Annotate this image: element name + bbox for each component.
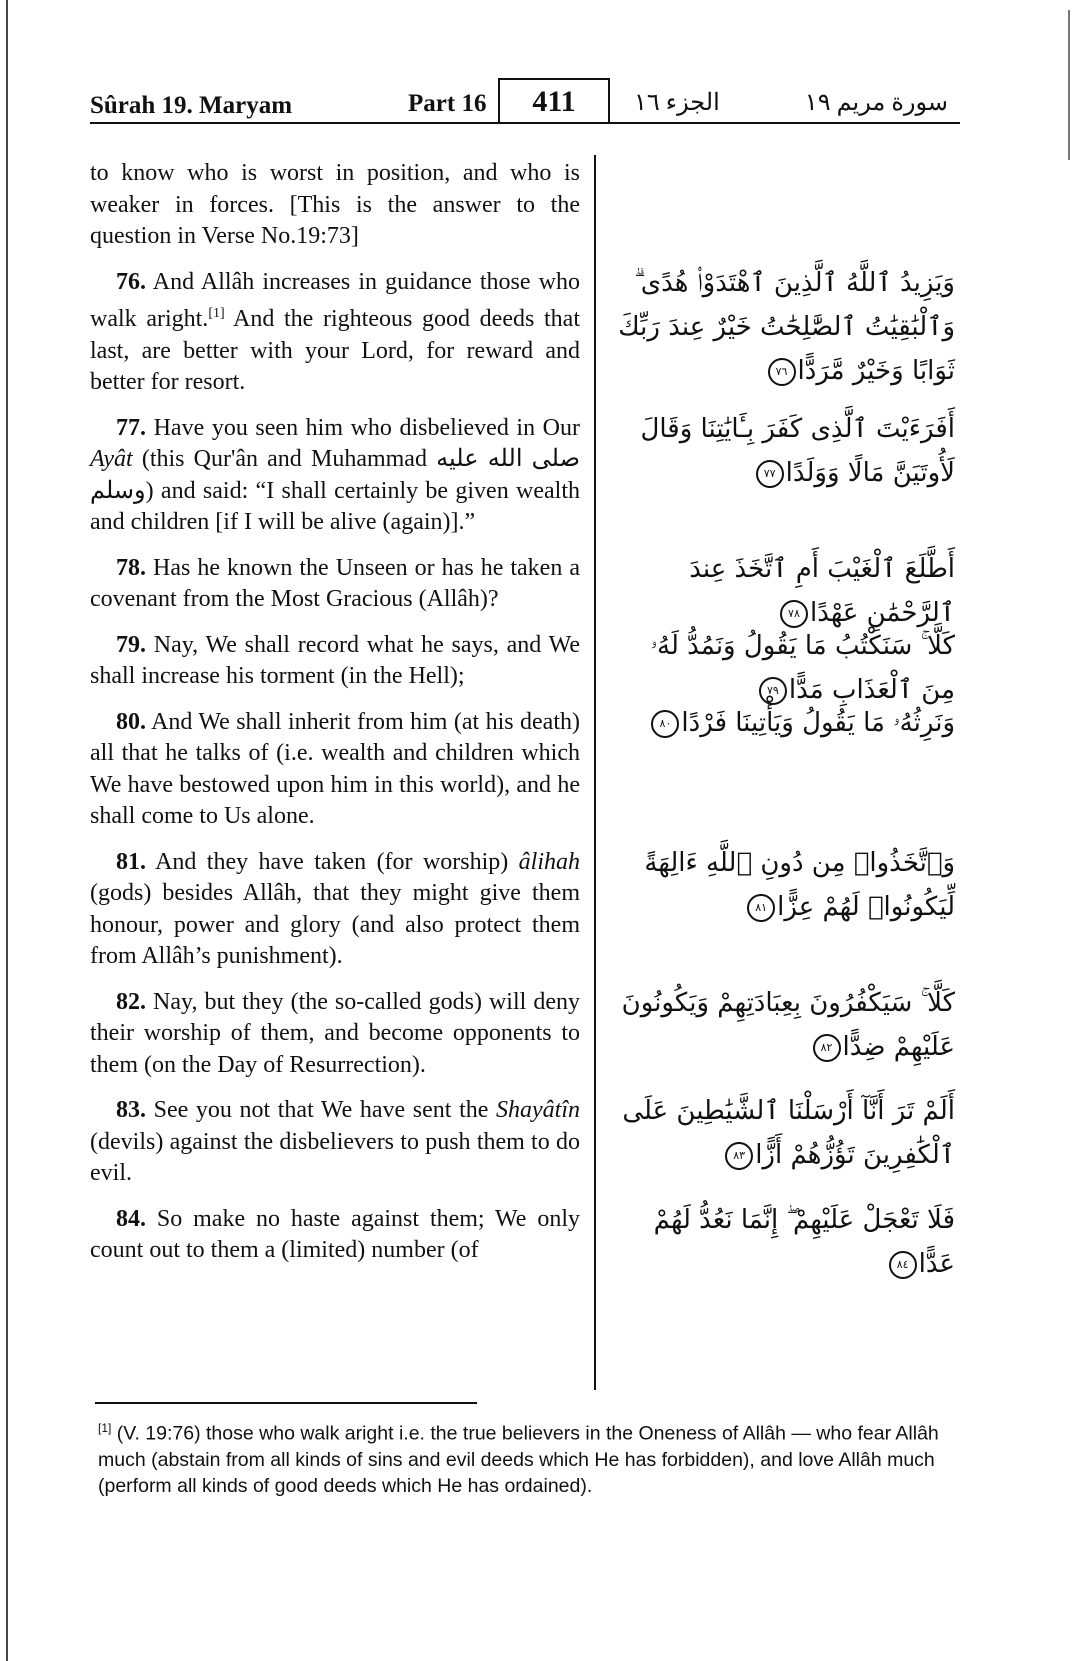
verse-translation bbox=[90, 847, 580, 973]
header-part: Part 16 bbox=[408, 90, 487, 117]
verse-text: Ayât bbox=[90, 446, 133, 472]
arabic-verse bbox=[610, 261, 955, 393]
verse-end-marker: ٨٠ bbox=[651, 710, 679, 738]
verse-number: 81. bbox=[116, 848, 146, 875]
verse-text: (gods) besides Allâh, that they might give them honour, power and glory (and also protect them from Allâh’s punishment). bbox=[90, 880, 580, 969]
verse-end-marker: ٨٤ bbox=[889, 1251, 917, 1279]
verse-translation bbox=[90, 1204, 580, 1267]
verse-text: Nay, We shall record what he says, and We shall increase his torment (in the Hell); bbox=[90, 631, 580, 689]
verse-text: (devils) against the disbelievers to push them to do evil. bbox=[90, 1128, 580, 1186]
arabic-verse-text: أَفَرَءَيْتَ ٱلَّذِى كَفَرَ بِـَٔايَٰتِنَا وَقَالَ لَأُوتَيَنَّ مَالًا وَوَلَدًا bbox=[640, 414, 955, 488]
verse-text: And the righteous good deeds that last, are better with your Lord, for reward and better for resort. bbox=[90, 306, 580, 395]
verse-text: Have you seen him who disbelieved in Our bbox=[146, 414, 580, 441]
arabic-verse bbox=[610, 841, 955, 929]
verse-end-marker: ٨٣ bbox=[725, 1142, 753, 1170]
verse-text: Shayâtîn bbox=[496, 1097, 580, 1123]
verse-text: (this Qur'ân and Muhammad صلى الله عليه وسلم) and said: “I shall certainly be given wealth and children [if I will be alive (again)].” bbox=[90, 446, 580, 535]
arabic-verse-text: وَٱتَّخَذُوا۟ مِن دُونِ ٱللَّهِ ءَالِهَةً لِّيَكُونُوا۟ لَهُمْ عِزًّا bbox=[644, 848, 955, 922]
arabic-verse bbox=[610, 981, 955, 1069]
verse-translation bbox=[90, 630, 580, 693]
verse-end-marker: ٧٦ bbox=[768, 358, 796, 386]
verse-text: And Allâh increases in guidance those who walk aright. bbox=[90, 268, 580, 332]
verse-text: âlihah bbox=[518, 848, 580, 875]
arabic-verse bbox=[610, 407, 955, 495]
footnote-marker: [1] bbox=[98, 1421, 112, 1435]
verse-text: So make no haste against them; We only count out to them a (limited) number (of bbox=[90, 1205, 580, 1263]
arabic-verse bbox=[610, 624, 955, 712]
arabic-verse-text: فَلَا تَعْجَلْ عَلَيْهِمْ ۖ إِنَّمَا نَعُدُّ لَهُمْ عَدًّا bbox=[653, 1205, 955, 1279]
verse-number: 80. bbox=[116, 708, 146, 735]
verse-number: 83. bbox=[116, 1097, 146, 1123]
column-divider bbox=[594, 155, 596, 1390]
arabic-verse bbox=[610, 1198, 955, 1286]
arabic-verse-text: وَيَزِيدُ ٱللَّهُ ٱلَّذِينَ ٱهْتَدَوْا۟ هُدًى ۗ وَٱلْبَٰقِيَٰتُ ٱلصَّٰلِحَٰتُ خَيْرٌ عِندَ رَبِّكَ ثَوَابًا وَخَيْرٌ مَّرَدًّا bbox=[618, 268, 955, 386]
verse-text: Has he known the Unseen or has he taken a covenant from the Most Gracious (Allâh)? bbox=[90, 554, 580, 612]
arabic-verse-text: كَلَّا ۚ سَيَكْفُرُونَ بِعِبَادَتِهِمْ وَيَكُونُونَ عَلَيْهِمْ ضِدًّا bbox=[621, 988, 955, 1062]
verse-translation bbox=[90, 987, 580, 1082]
arabic-verse bbox=[610, 701, 955, 745]
verse-translation bbox=[90, 1095, 580, 1190]
arabic-verse-text: وَنَرِثُهُۥ مَا يَقُولُ وَيَأْتِينَا فَرْدًا bbox=[681, 708, 955, 738]
verse-text: And We shall inherit from him (at his death) all that he talks of (i.e. wealth and children which We have bestowed upon him in this world), and he shall come to Us alone. bbox=[90, 708, 580, 829]
verse-text: Nay, but they (the so-called gods) will deny their worship of them, and become opponents to them (on the Day of Resurrection). bbox=[90, 988, 580, 1078]
verse-number: 76. bbox=[116, 268, 146, 295]
page-number-box bbox=[498, 78, 610, 124]
arabic-verse-text: أَلَمْ تَرَ أَنَّآ أَرْسَلْنَا ٱلشَّيَٰطِينَ عَلَى ٱلْكَٰفِرِينَ تَؤُزُّهُمْ أَزًّا bbox=[622, 1096, 955, 1170]
verse-text: And they have taken (for worship) bbox=[146, 848, 519, 875]
page-number: 411 bbox=[532, 85, 576, 118]
verse-end-marker: ٨٢ bbox=[813, 1034, 841, 1062]
verse-translation bbox=[90, 413, 580, 539]
continuation-paragraph: to know who is worst in position, and who is weaker in forces. [This is the answer to the question in Verse No.19:73] bbox=[90, 160, 580, 249]
page-header bbox=[90, 78, 960, 128]
verse-translation bbox=[90, 707, 580, 833]
arabic-verse-text: كَلَّا ۚ سَنَكْتُبُ مَا يَقُولُ وَنَمُدُّ لَهُۥ مِنَ ٱلْعَذَابِ مَدًّا bbox=[650, 631, 955, 705]
arabic-verse bbox=[610, 547, 955, 635]
verse-number: 79. bbox=[116, 631, 146, 658]
header-rule bbox=[90, 122, 960, 124]
verse-end-marker: ٧٧ bbox=[756, 460, 784, 488]
verse-translation bbox=[90, 553, 580, 616]
verse-end-marker: ٧٨ bbox=[780, 600, 808, 628]
english-translation-column bbox=[90, 158, 580, 1281]
footnote-rule bbox=[95, 1402, 477, 1404]
header-juz-arabic: الجزء ١٦ bbox=[634, 90, 720, 116]
footnote-reference: [1] bbox=[208, 306, 225, 321]
verse-text: See you not that We have sent the bbox=[146, 1097, 496, 1123]
verse-number: 84. bbox=[116, 1205, 146, 1232]
arabic-verse bbox=[610, 1089, 955, 1177]
verse-end-marker: ٨١ bbox=[747, 894, 775, 922]
verse-number: 82. bbox=[116, 988, 146, 1015]
verse-number: 78. bbox=[116, 554, 146, 581]
footnote bbox=[98, 1415, 958, 1499]
header-surah-title: Sûrah 19. Maryam bbox=[90, 92, 293, 119]
header-surah-arabic: سورة مريم ١٩ bbox=[804, 90, 948, 116]
verse-number: 77. bbox=[116, 414, 146, 441]
page-edge-left bbox=[6, 0, 8, 1661]
arabic-verse-text: أَطَّلَعَ ٱلْغَيْبَ أَمِ ٱتَّخَذَ عِندَ ٱلرَّحْمَٰنِ عَهْدًا bbox=[689, 554, 955, 628]
verse-translation bbox=[90, 267, 580, 399]
verse-end-marker: ٧٩ bbox=[759, 677, 787, 705]
page-edge-right bbox=[1068, 10, 1070, 160]
footnote-text: (V. 19:76) those who walk aright i.e. the true believers in the Oneness of Allâh — who fear Allâh much (abstain from all kinds of sins and evil deeds which He has forbidden), and love Allâh much (perform all kinds of good deeds which He has ordained). bbox=[98, 1422, 939, 1497]
